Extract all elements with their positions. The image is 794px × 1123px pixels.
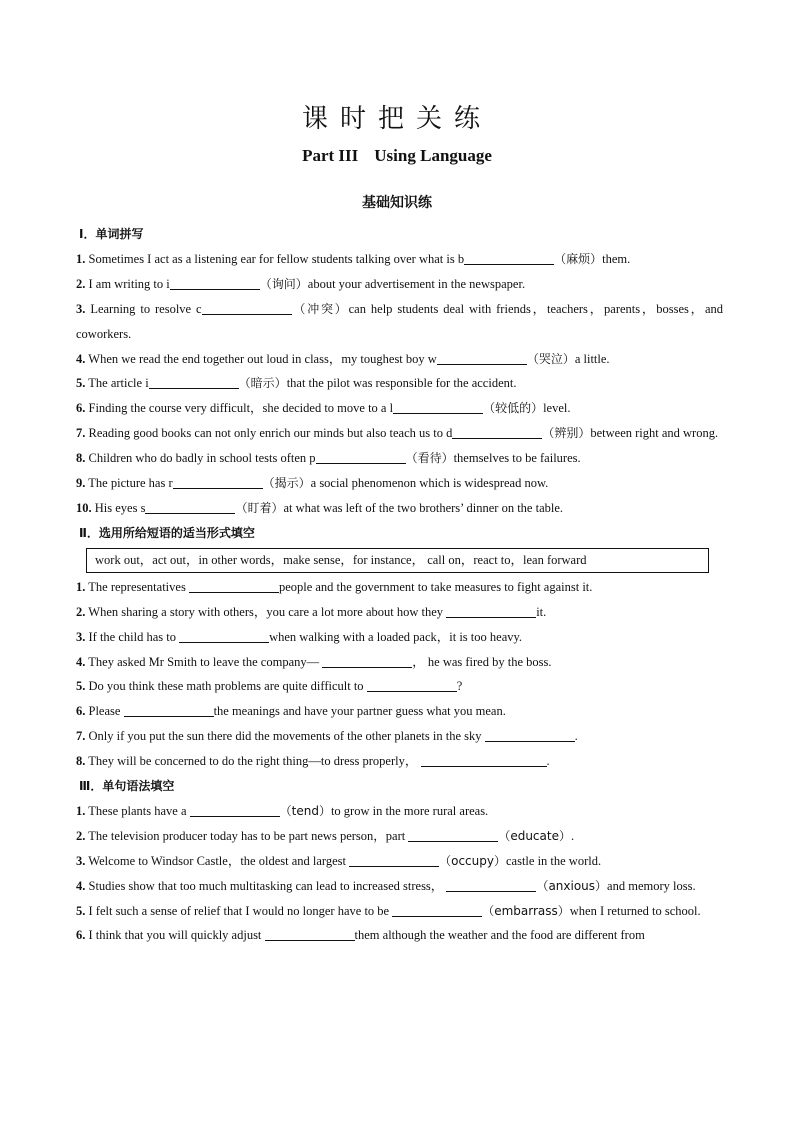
item-text-before: When sharing a story with others，you care a lot more about how they [88,604,444,619]
exercise-content [76,222,723,948]
answer-blank[interactable] [322,653,412,668]
exercise-item [76,899,723,924]
exercise-item [76,799,723,824]
answer-blank[interactable] [446,603,536,618]
item-hint: （麻烦） [554,251,603,266]
item-number: 4. [76,351,86,366]
answer-blank[interactable] [149,374,239,389]
item-hint: （揭示） [262,476,311,491]
item-number: 5. [76,679,86,694]
exercise-item [76,297,723,347]
item-number: 3. [76,629,86,644]
item-text-before: These plants have a [88,803,187,818]
answer-blank[interactable] [446,877,536,892]
exercise-item [76,421,723,446]
section3-items [76,799,723,948]
item-text-after: them although the weather and the food are different from [354,928,645,943]
exercise-item [76,371,723,396]
item-text-after: . [570,828,575,843]
item-text-before: The picture has r [88,476,173,491]
item-text-before: If the child has to [88,629,176,644]
answer-blank[interactable] [265,926,355,941]
item-text-before: They asked Mr Smith to leave the company— [88,654,320,669]
item-number: 2. [76,828,86,843]
item-text-before: I think that you will quickly adjust [88,928,262,943]
item-hint: （冲突） [291,301,349,316]
answer-blank[interactable] [179,628,269,643]
item-hint: （tend） [279,803,331,818]
exercise-item [76,347,723,372]
item-text-before: His eyes s [94,500,146,515]
item-number: 5. [76,376,86,391]
item-hint: （询问） [259,276,308,291]
exercise-item [76,849,723,874]
section1-heading: Ⅰ．单词拼写 [79,227,144,241]
phrase-box: work out，act out，in other words，make sense，for instance， call on，react to，lean forward [86,548,709,573]
item-text-before: Welcome to Windsor Castle，the oldest and largest [88,853,346,868]
answer-blank[interactable] [145,499,235,514]
item-hint: （较低的） [483,401,544,416]
page-title: 课时把关练 [301,104,492,134]
item-number: 2. [76,276,86,291]
item-hint: （embarrass） [482,903,570,918]
item-text-before: The television producer today has to be part news person，part [88,828,406,843]
answer-blank[interactable] [170,275,260,290]
answer-blank[interactable] [202,300,292,315]
item-text-before: Do you think these math problems are quite difficult to [88,679,364,694]
answer-blank[interactable] [408,827,498,842]
exercise-item [76,496,723,521]
item-number: 8. [76,754,86,769]
item-text-after: people and the government to take measures to fight against it. [278,579,593,594]
item-text-after: . [546,754,550,769]
item-text-after: themselves to be failures. [453,451,581,466]
item-text-before: I felt such a sense of relief that I would no longer have to be [88,903,390,918]
item-number: 10. [76,500,92,515]
item-text-before: Studies show that too much multitasking can lead to increased stress， [88,878,444,893]
item-number: 4. [76,654,86,669]
answer-blank[interactable] [421,752,547,767]
item-number: 1. [76,251,86,266]
item-number: 9. [76,476,86,491]
item-number: 2. [76,604,86,619]
item-text-after: at what was left of the two brothers’ dinner on the table. [283,500,564,515]
item-number: 4. [76,878,86,893]
section3-heading: Ⅲ．单句语法填空 [79,779,175,794]
answer-blank[interactable] [189,578,279,593]
exercise-item [76,724,723,749]
exercise-item [76,824,723,849]
exercise-item [76,272,723,297]
item-text-after: can help students deal with friends，teachers，parents，bosses，and coworkers. [76,301,724,341]
item-text-before: They will be concerned to do the right thing—to dress properly， [88,754,418,769]
answer-blank[interactable] [485,727,575,742]
item-text-after: . [574,729,578,744]
item-text-before: I am writing to i [88,276,170,291]
exercise-item [76,699,723,724]
item-text-after: a social phenomenon which is widespread now. [310,476,549,491]
item-hint: （哭泣） [526,351,575,366]
item-text-after: the meanings and have your partner guess what you mean. [213,704,506,719]
subtitle-name: Using Language [374,146,492,165]
item-text-after: that the pilot was responsible for the accident. [286,376,517,391]
section1-items [76,247,723,521]
item-text-before: The representatives [88,579,186,594]
item-number: 7. [76,729,86,744]
section-heading: 基础知识练 [362,195,432,211]
item-hint: （educate） [498,828,571,843]
item-text-after: and memory loss. [607,878,696,893]
item-text-before: Learning to resolve c [90,301,202,316]
item-text-before: The article i [88,376,149,391]
page-subtitle [0,146,794,166]
item-number: 7. [76,426,86,441]
item-text-after: to grow in the more rural areas. [330,803,489,818]
answer-blank[interactable] [190,802,280,817]
answer-blank[interactable] [173,474,263,489]
item-hint: （anxious） [536,878,608,893]
item-text-after: castle in the world. [505,853,602,868]
exercise-item [76,396,723,421]
answer-blank[interactable] [349,852,439,867]
item-text-after: between right and wrong. [590,426,719,441]
exercise-item [76,625,723,650]
subtitle-part: Part III [302,146,359,165]
item-number: 6. [76,928,86,943]
item-number: 1. [76,579,86,594]
item-hint: （看待） [405,451,454,466]
answer-blank[interactable] [452,424,542,439]
item-text-before: Only if you put the sun there did the movements of the other planets in the sky [88,729,482,744]
item-number: 3. [76,853,86,868]
item-text-before: Sometimes I act as a listening ear for fellow students talking over what is b [88,251,465,266]
answer-blank[interactable] [392,902,482,917]
item-hint: （辨别） [542,426,591,441]
exercise-item [76,575,723,600]
item-number: 3. [76,301,86,316]
item-text-after: it. [536,604,547,619]
item-number: 6. [76,401,86,416]
item-text-after: about your advertisement in the newspaper. [307,276,526,291]
exercise-item [76,749,723,774]
answer-blank[interactable] [316,449,406,464]
item-hint: （occupy） [439,853,506,868]
item-number: 6. [76,704,86,719]
item-text-before: Finding the course very difficult，she decided to move to a l [88,401,394,416]
item-number: 1. [76,803,86,818]
exercise-item [76,650,723,675]
item-text-after: level. [543,401,571,416]
exercise-item [76,674,723,699]
item-number: 5. [76,903,86,918]
item-text-after: ? [456,679,463,694]
item-text-before: Please [88,704,121,719]
answer-blank[interactable] [367,677,457,692]
answer-blank[interactable] [393,399,483,414]
section2-items [76,575,723,774]
item-hint: （暗示） [238,376,287,391]
item-text-after: when I returned to school. [569,903,701,918]
item-hint: （盯着） [235,500,284,515]
item-text-after: a little. [574,351,610,366]
section2-heading: Ⅱ．选用所给短语的适当形式填空 [79,525,255,540]
exercise-item [76,446,723,471]
exercise-item [76,874,723,899]
answer-blank[interactable] [437,350,527,365]
exercise-item [76,600,723,625]
item-text-after: when walking with a loaded pack，it is too heavy. [269,629,523,644]
item-number: 8. [76,451,86,466]
exercise-item [76,247,723,272]
item-text-before: Children who do badly in school tests often p [88,451,316,466]
exercise-item [76,923,723,948]
item-text-before: When we read the end together out loud in class，my toughest boy w [88,351,437,366]
item-text-after: them. [602,251,631,266]
item-text-after: ， he was fired by the boss. [412,654,552,669]
answer-blank[interactable] [124,702,214,717]
item-text-before: Reading good books can not only enrich our minds but also teach us to d [88,426,453,441]
exercise-item [76,471,723,496]
answer-blank[interactable] [464,250,554,265]
